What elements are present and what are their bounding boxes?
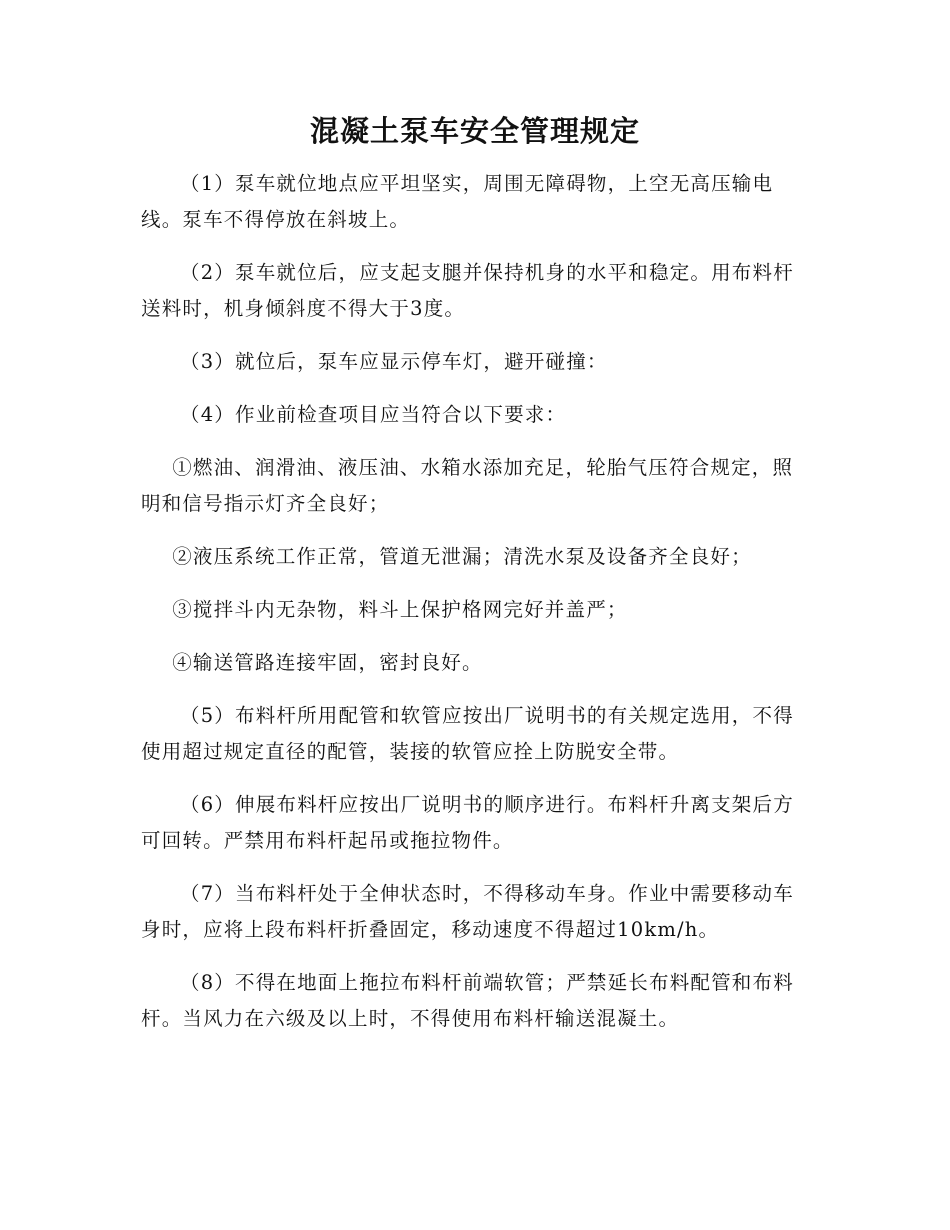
requirement-item-2: ②液压系统工作正常，管道无泄漏；清洗水泵及设备齐全良好； [172, 545, 752, 568]
requirement-item-4: ④输送管路连接牢固，密封良好。 [172, 651, 483, 674]
paragraph-5: （5）布料杆所用配管和软管应按出厂说明书的有关规定选用，不得使用超过规定直径的配管，装接的软管应拴上防脱安全带。 [141, 704, 794, 763]
paragraph-4: （4）作业前检查项目应当符合以下要求： [180, 403, 567, 426]
paragraph-6: （6）伸展布料杆应按出厂说明书的顺序进行。布料杆升离支架后方可回转。严禁用布料杆起吊或拖拉物件。 [141, 793, 794, 852]
paragraph-1: （1）泵车就位地点应平坦坚实，周围无障碍物，上空无高压输电线。泵车不得停放在斜坡上。 [141, 172, 774, 231]
requirement-item-3: ③搅拌斗内无杂物，料斗上保护格网完好并盖严； [172, 598, 628, 621]
paragraph-8: （8）不得在地面上拖拉布料杆前端软管；严禁延长布料配管和布料杆。当风力在六级及以上时，不得使用布料杆输送混凝土。 [141, 971, 794, 1030]
requirement-item-1: ①燃油、润滑油、液压油、水箱水添加充足，轮胎气压符合规定，照明和信号指示灯齐全良好； [141, 456, 794, 515]
document-title: 混凝土泵车安全管理规定 [309, 114, 640, 148]
paragraph-7: （7）当布料杆处于全伸状态时，不得移动车身。作业中需要移动车身时，应将上段布料杆折叠固定，移动速度不得超过10km/h。 [141, 882, 794, 941]
paragraph-2: （2）泵车就位后，应支起支腿并保持机身的水平和稳定。用布料杆送料时，机身倾斜度不得大于3度。 [141, 261, 794, 320]
paragraph-3: （3）就位后，泵车应显示停车灯，避开碰撞： [180, 350, 608, 373]
